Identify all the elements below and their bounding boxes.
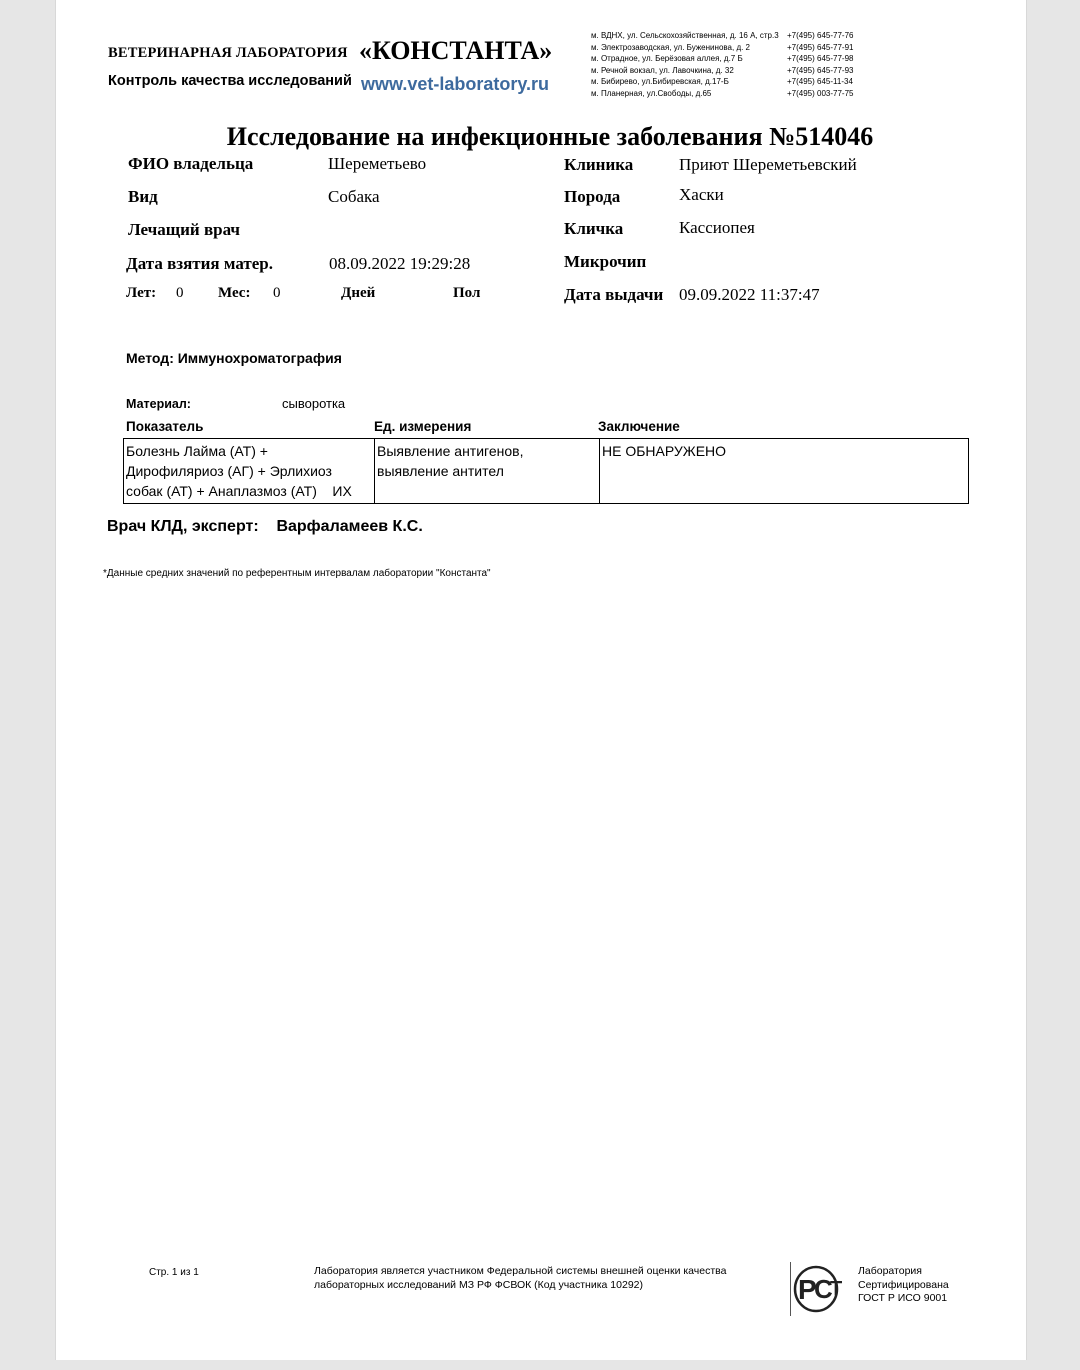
- months-value: 0: [273, 285, 281, 301]
- indicator-line: Болезнь Лайма (АТ) +: [126, 443, 268, 459]
- clinic-value: Приют Шереметьевский: [679, 155, 857, 174]
- lab-subtitle: Контроль качества исследований: [108, 73, 352, 89]
- column-header-indicator: Показатель: [126, 419, 204, 434]
- phone-line: +7(495) 645-77-91: [787, 42, 854, 52]
- address-line: м. Планерная, ул.Свободы, д.65: [591, 88, 712, 98]
- phone-line: +7(495) 645-11-34: [787, 77, 853, 87]
- indicator-line: Дирофиляриоз (АГ) + Эрлихиоз: [126, 463, 332, 479]
- column-header-conclusion: Заключение: [598, 419, 680, 434]
- column-header-unit: Ед. измерения: [374, 419, 472, 434]
- cert-line: ГОСТ Р ИСО 9001: [858, 1292, 948, 1304]
- document-page: [55, 0, 1027, 1360]
- breed-value: Хаски: [679, 185, 724, 204]
- indicator-line: собак (АТ) + Анаплазмоз (АТ) ИХ: [126, 483, 352, 499]
- months-label: Мес:: [218, 285, 251, 301]
- page-number: Стр. 1 из 1: [149, 1267, 199, 1278]
- results-table: [123, 438, 969, 504]
- table-row: [124, 439, 969, 504]
- reference-note: *Данные средних значений по референтным интервалам лаборатории "Константа": [103, 568, 491, 579]
- unit-cell: [375, 439, 600, 504]
- address-line: м. Речной вокзал, ул. Лавочкина, д. 32: [591, 65, 734, 75]
- address-line: м. Отрадное, ул. Берёзовая аллея, д.7 Б: [591, 54, 743, 64]
- unit-line: выявление антител: [377, 463, 504, 479]
- owner-label: ФИО владельца: [128, 154, 254, 173]
- owner-value: Шереметьево: [328, 154, 427, 173]
- species-value: Собака: [328, 187, 380, 206]
- cert-line: Лаборатория: [858, 1265, 922, 1277]
- logo-letter-t: Т: [830, 1278, 843, 1300]
- unit-line: Выявление антигенов,: [377, 443, 524, 459]
- nickname-label: Кличка: [564, 219, 624, 238]
- issue-date-value: 09.09.2022 11:37:47: [679, 285, 820, 304]
- address-line: м. ВДНХ, ул. Сельскохозяйственная, д. 16 А, стр.3: [591, 31, 779, 40]
- nickname-value: Кассиопея: [679, 218, 755, 237]
- phone-line: +7(495) 645-77-76: [787, 31, 854, 40]
- attending-doctor-label: Лечащий врач: [128, 220, 240, 239]
- document-title: Исследование на инфекционные заболевания №514046: [226, 122, 874, 151]
- years-value: 0: [176, 285, 184, 301]
- address-list: [591, 30, 779, 100]
- indicator-cell: [124, 439, 375, 504]
- sample-date-value: 08.09.2022 19:29:28: [329, 254, 471, 273]
- certification-text: [858, 1265, 949, 1306]
- sex-label: Пол: [453, 285, 481, 301]
- logo-letter-c: С: [814, 1274, 833, 1304]
- expert-signature: Врач КЛД, эксперт: Варфаламеев К.С.: [107, 518, 423, 535]
- years-label: Лет:: [126, 285, 157, 301]
- website-link[interactable]: www.vet-laboratory.ru: [361, 74, 550, 94]
- method-line: Метод: Иммунохроматография: [126, 350, 342, 366]
- species-label: Вид: [128, 187, 158, 206]
- phone-line: +7(495) 645-77-93: [787, 65, 854, 75]
- phone-line: +7(495) 645-77-98: [787, 54, 854, 64]
- conclusion-cell: НЕ ОБНАРУЖЕНО: [600, 439, 969, 504]
- days-label: Дней: [341, 285, 376, 301]
- footer-divider: [790, 1262, 791, 1316]
- clinic-label: Клиника: [564, 155, 634, 174]
- microchip-label: Микрочип: [564, 252, 647, 271]
- brand-name: «КОНСТАНТА»: [359, 36, 553, 65]
- material-value: сыворотка: [282, 396, 346, 411]
- phone-list: [787, 30, 854, 100]
- phone-line: +7(495) 003-77-75: [787, 88, 854, 98]
- address-line: м. Бибирево, ул.Бибиревская, д.17-Б: [591, 77, 729, 87]
- issue-date-label: Дата выдачи: [564, 285, 664, 304]
- logo-letter-r: Р: [798, 1274, 817, 1305]
- material-label: Материал:: [126, 397, 191, 411]
- fsvok-line: лабораторных исследований МЗ РФ ФСВОК (Код участника 10292): [314, 1278, 644, 1291]
- sample-date-label: Дата взятия матер.: [126, 254, 273, 273]
- lab-name: ВЕТЕРИНАРНАЯ ЛАБОРАТОРИЯ: [108, 45, 348, 61]
- breed-label: Порода: [564, 187, 621, 206]
- address-line: м. Электрозаводская, ул. Буженинова, д. 2: [591, 42, 751, 52]
- fsvok-line: Лаборатория является участником Федеральной системы внешней оценки качества: [314, 1265, 727, 1277]
- fsvok-statement: [314, 1265, 774, 1292]
- cert-line: Сертифицирована: [858, 1278, 949, 1291]
- rst-certification-logo: [792, 1264, 854, 1314]
